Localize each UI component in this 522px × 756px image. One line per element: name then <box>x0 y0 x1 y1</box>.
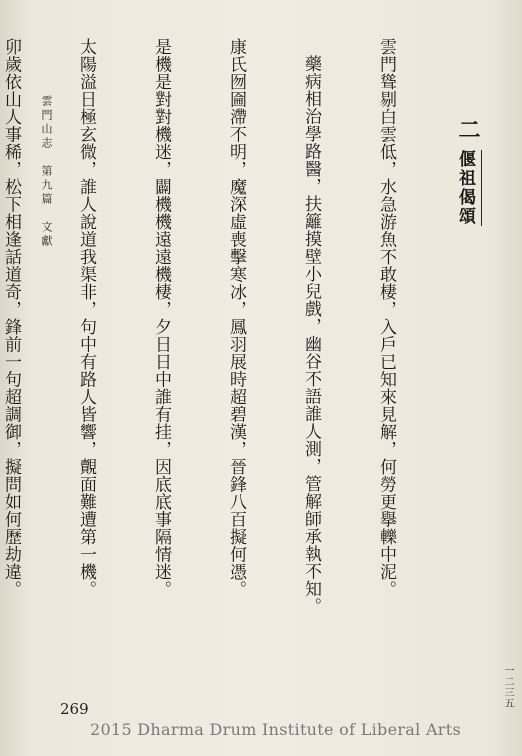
copyright-watermark: 2015 Dharma Drum Institute of Liberal Arts <box>90 720 461 739</box>
verse-body <box>0 38 448 688</box>
verse-column: 卯歲依山人事稀，松下相逢話道奇，鋒前一句超調御，擬問如何歷劫違。 <box>1 38 21 598</box>
section-number: 二 <box>455 118 481 140</box>
verse-column: 太陽溢日極玄微，誰人說道我渠非，句中有路人皆響，覿面難遭第一機。 <box>76 38 96 598</box>
side-page-number: 一二三五 <box>502 665 513 709</box>
running-head: 雲門山志 第九篇 文獻 <box>40 95 53 249</box>
section-title: 偃祖偈頌 <box>453 150 482 226</box>
verse-column: 是機是對對機迷，闢機機遠遠機棲，夕日日中誰有挂，因底底事隔情迷。 <box>151 38 171 598</box>
page-number: 269 <box>60 700 89 718</box>
verse-column: 康氏囫圇滯不明，魔深虛喪擊寒冰，鳳羽展時超碧漢，晉鋒八百擬何憑。 <box>226 38 246 598</box>
verse-column: 雲門聳剔白雲低，水急游魚不敢棲，入戶已知來見解，何勞更擧轢中泥。 <box>376 38 396 598</box>
verse-column: 藥病相治學路醫，扶籬摸壁小兒戲，幽谷不語誰人測，管解師承執不知。 <box>301 55 321 615</box>
